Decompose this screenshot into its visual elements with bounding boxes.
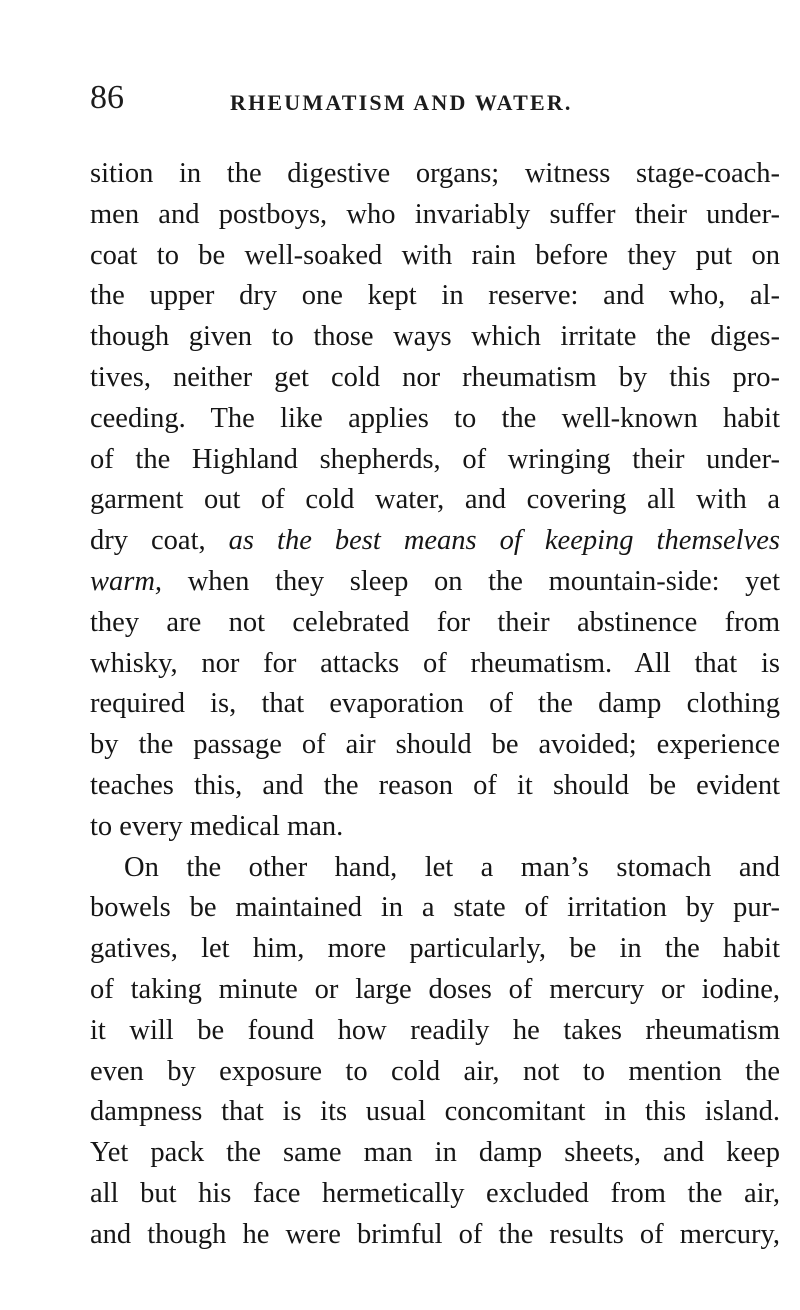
text-line: whisky, nor for attacks of rheumatism. All that is: [90, 647, 780, 679]
text-line: teaches this, and the reason of it should be evident: [90, 769, 780, 801]
text-line: of the Highland shepherds, of wringing their under-: [90, 443, 780, 475]
text-line: [90, 521, 780, 562]
text-line: though given to those ways which irritate the diges-: [90, 321, 780, 353]
italic-run: as the best means of keeping themselves: [228, 525, 780, 557]
text-line: tives, neither get cold nor rheumatism by this pro-: [90, 361, 780, 393]
text-line: Yet pack the same man in damp sheets, and keep: [90, 1137, 780, 1169]
body-text: [90, 154, 780, 1256]
text-line: ceeding. The like applies to the well-known habit: [90, 402, 780, 434]
text-line: gatives, let him, more particularly, be in the habit: [90, 933, 780, 965]
text-line: coat to be well-soaked with rain before they put on: [90, 239, 780, 271]
text-line: bowels be maintained in a state of irritation by pur-: [90, 892, 780, 924]
text-line: dampness that is its usual concomitant in this island.: [90, 1096, 780, 1128]
text-line: men and postboys, who invariably suffer their under-: [90, 198, 780, 230]
italic-run: warm,: [90, 565, 163, 597]
text-line: sition in the digestive organs; witness stage-coach-: [90, 158, 780, 189]
text-run: dry coat,: [90, 525, 229, 557]
text-line: [90, 562, 780, 603]
text-line: garment out of cold water, and covering all with a: [90, 484, 780, 516]
text-line: required is, that evaporation of the damp clothing: [90, 688, 780, 720]
text-line: all but his face hermetically excluded from the air,: [90, 1177, 780, 1209]
text-line: even by exposure to cold air, not to mention the: [90, 1055, 780, 1087]
text-line: of taking minute or large doses of mercury or iodine,: [90, 973, 780, 1005]
running-head: RHEUMATISM AND WATER.: [230, 90, 573, 115]
text-line: On the other hand, let a man’s stomach and: [124, 851, 780, 883]
text-line: they are not celebrated for their abstinence from: [90, 606, 780, 638]
text-line: by the passage of air should be avoided; experience: [90, 729, 780, 761]
text-line: the upper dry one kept in reserve: and who, al-: [90, 280, 780, 312]
text-run: when they sleep on the mountain-side: yet: [162, 565, 780, 597]
text-line: and though he were brimful of the results of mercury,: [90, 1218, 780, 1250]
page-number: 86: [90, 79, 124, 116]
page-header: [90, 78, 780, 128]
text-line: it will be found how readily he takes rheumatism: [90, 1014, 780, 1046]
text-line: to every medical man.: [90, 810, 344, 842]
